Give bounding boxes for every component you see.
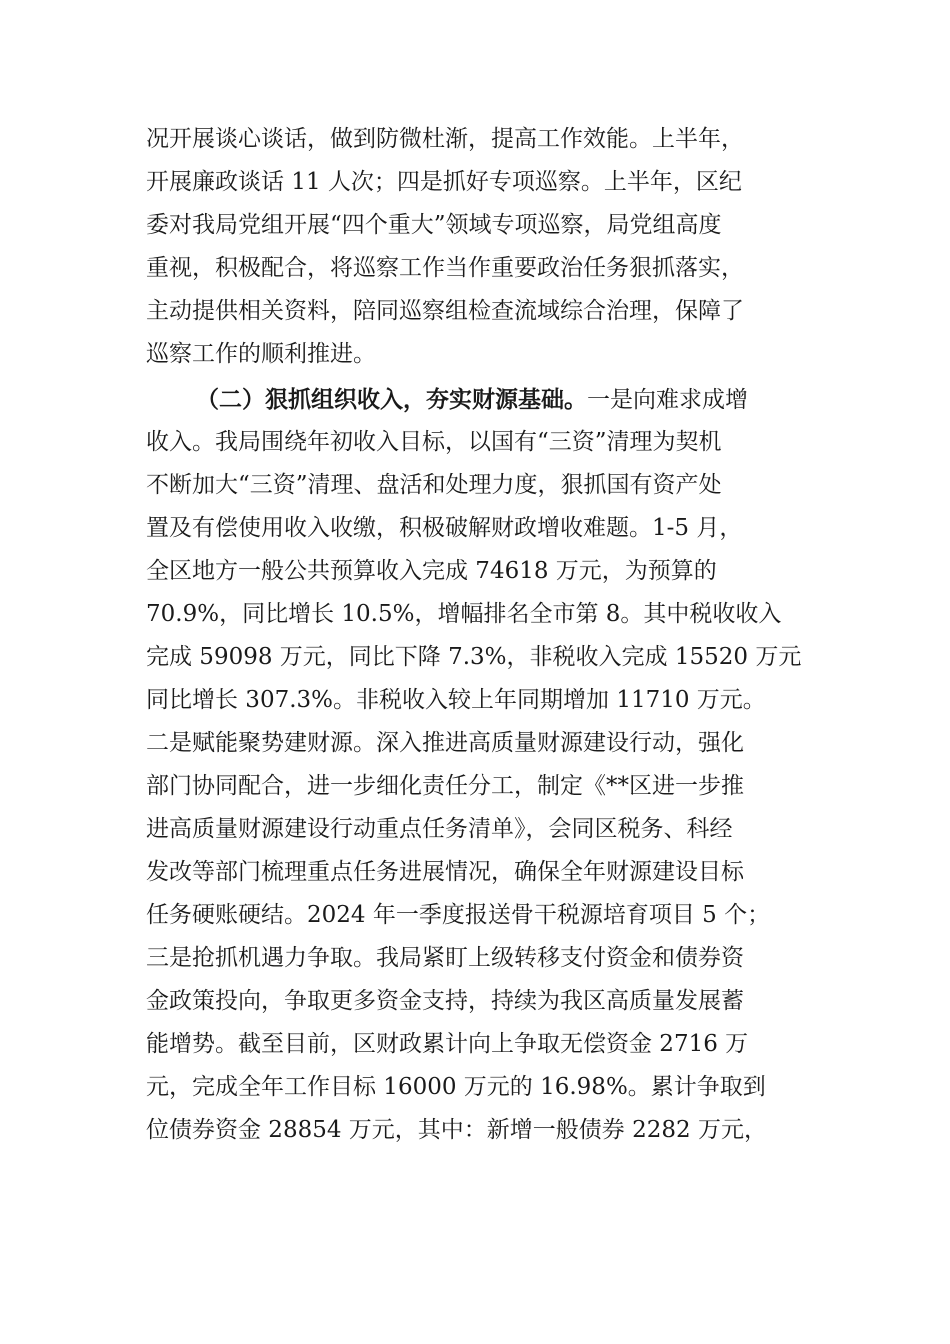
text-line: 全区地方一般公共预算收入完成 74618 万元，为预算的 xyxy=(146,558,717,584)
text-line: 收入。我局围绕年初收入目标，以国有“三资”清理为契机 xyxy=(146,429,722,455)
text-line: 70.9%，同比增长 10.5%，增幅排名全市第 8。其中税收收入 xyxy=(146,601,782,627)
text-span: 一是向难求成增 xyxy=(587,387,748,413)
text-line: 三是抢抓机遇力争取。我局紧盯上级转移支付资金和债券资 xyxy=(146,945,744,971)
text-line: 况开展谈心谈话，做到防微杜渐，提高工作效能。上半年， xyxy=(146,126,744,152)
paragraph-first-line xyxy=(146,378,806,421)
text-line: 巡察工作的顺利推进。 xyxy=(146,341,376,367)
text-line: 完成 59098 万元，同比下降 7.3%，非税收入完成 15520 万元 xyxy=(146,644,802,670)
text-line: 任务硬账硬结。2024 年一季度报送骨干税源培育项目 5 个； xyxy=(146,902,771,928)
text-line: 委对我局党组开展“四个重大”领域专项巡察，局党组高度 xyxy=(146,212,722,238)
section-heading: （二）狠抓组织收入，夯实财源基础。 xyxy=(196,386,587,413)
text-line: 能增势。截至目前，区财政累计向上争取无偿资金 2716 万 xyxy=(146,1031,749,1057)
text-line: 二是赋能聚势建财源。深入推进高质量财源建设行动，强化 xyxy=(146,730,744,756)
text-line: 主动提供相关资料，陪同巡察组检查流域综合治理，保障了 xyxy=(146,298,744,324)
text-line: 不断加大“三资”清理、盘活和处理力度，狠抓国有资产处 xyxy=(146,472,722,498)
text-line: 同比增长 307.3%。非税收入较上年同期增加 11710 万元。 xyxy=(146,687,766,713)
text-line: 元，完成全年工作目标 16000 万元的 16.98%。累计争取到 xyxy=(146,1074,766,1100)
text-line: 置及有偿使用收入收缴，积极破解财政增收难题。1-5 月， xyxy=(146,515,743,541)
text-line: 位债券资金 28854 万元，其中：新增一般债券 2282 万元， xyxy=(146,1117,767,1143)
paragraph-2 xyxy=(146,378,806,1152)
text-line: 开展廉政谈话 11 人次；四是抓好专项巡察。上半年，区纪 xyxy=(146,169,742,195)
text-line: 进高质量财源建设行动重点任务清单》，会同区税务、科经 xyxy=(146,816,733,842)
text-line: 重视，积极配合，将巡察工作当作重要政治任务狠抓落实， xyxy=(146,255,744,281)
text-line: 部门协同配合，进一步细化责任分工，制定《**区进一步推 xyxy=(146,773,744,799)
document-body xyxy=(146,118,806,1152)
text-line: 发改等部门梳理重点任务进展情况，确保全年财源建设目标 xyxy=(146,859,744,885)
paragraph-1 xyxy=(146,118,806,376)
text-line: 金政策投向，争取更多资金支持，持续为我区高质量发展蓄 xyxy=(146,988,744,1014)
